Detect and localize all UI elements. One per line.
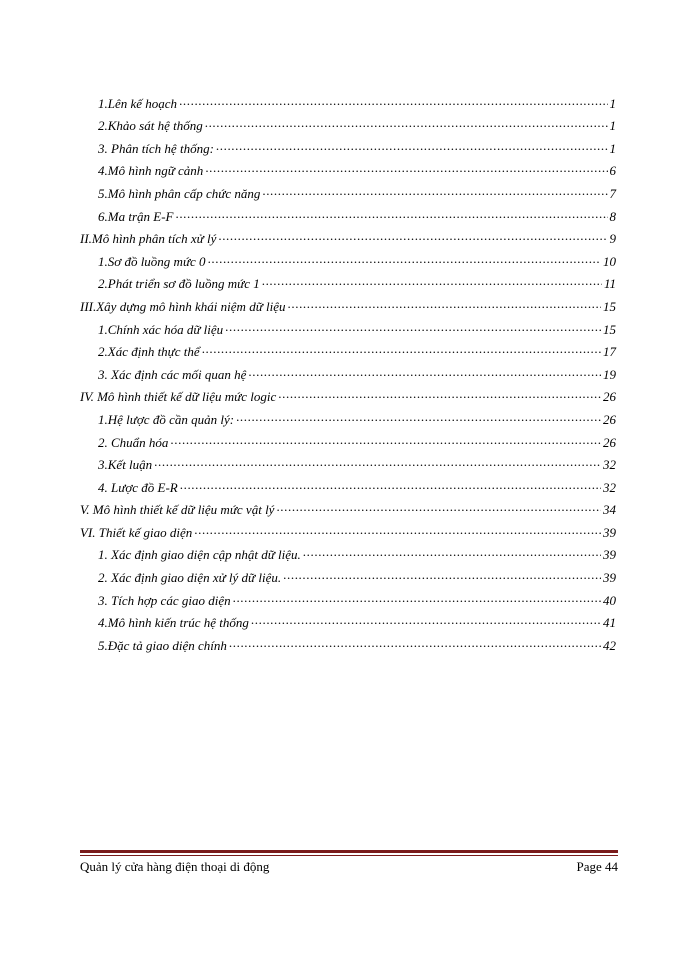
toc-entry[interactable] <box>80 540 616 563</box>
toc-dot-leader <box>229 635 601 650</box>
toc-entry-title: 6.Ma trận E-F <box>98 208 174 224</box>
toc-entry-title: 4.Mô hình kiến trúc hệ thống <box>98 615 249 631</box>
toc-entry-title: VI. Thiết kế giao diện <box>80 524 193 540</box>
toc-entry[interactable] <box>80 269 616 292</box>
toc-entry-page: 10 <box>603 253 616 269</box>
toc-entry-page: 39 <box>603 547 616 563</box>
toc-dot-leader <box>278 386 601 401</box>
toc-entry-page: 19 <box>603 366 616 382</box>
footer-rule-thin <box>80 855 618 856</box>
toc-entry[interactable] <box>80 427 616 450</box>
footer-page-number: Page 44 <box>576 859 618 874</box>
toc-dot-leader <box>179 93 607 108</box>
toc-entry-title: 3.Kết luận <box>98 457 153 473</box>
toc-entry-page: 26 <box>603 411 616 427</box>
toc-entry-title: 2. Xác định giao diện xử lý dữ liệu. <box>98 570 282 586</box>
toc-entry[interactable] <box>80 291 616 314</box>
toc-entry-title: 5.Mô hình phân cấp chức năng <box>98 185 261 201</box>
toc-entry-page: 1 <box>609 118 616 134</box>
toc-dot-leader <box>205 115 608 130</box>
toc-entry-title: 5.Đặc tả giao diện chính <box>98 637 227 653</box>
toc-entry[interactable] <box>80 630 616 653</box>
toc-entry[interactable] <box>80 88 616 111</box>
toc-entry-title: 3. Xác định các mối quan hệ <box>98 366 247 382</box>
toc-entry-title: 1.Hệ lược đồ cần quản lý: <box>98 411 235 427</box>
toc-entry-page: 32 <box>603 479 616 495</box>
toc-dot-leader <box>262 183 607 198</box>
toc-entry-page: 6 <box>609 163 616 179</box>
toc-entry-title: 1. Xác định giao diện cập nhật dữ liệu. <box>98 547 301 563</box>
toc-entry-title: 2. Chuẩn hóa <box>98 434 169 450</box>
toc-entry-page: 15 <box>603 321 616 337</box>
toc-entry-page: 9 <box>609 231 616 247</box>
toc-entry[interactable] <box>80 156 616 179</box>
toc-entry[interactable] <box>80 562 616 585</box>
toc-entry-page: 1 <box>609 95 616 111</box>
toc-entry-title: 4.Mô hình ngữ cảnh <box>98 163 204 179</box>
toc-entry-title: 1.Sơ đồ luồng mức 0 <box>98 253 206 269</box>
footer-rule-thick <box>80 850 618 853</box>
toc-entry[interactable] <box>80 246 616 269</box>
toc-entry-page: 26 <box>603 434 616 450</box>
toc-dot-leader <box>154 454 601 469</box>
toc-entry[interactable] <box>80 359 616 382</box>
toc-entry-page: 32 <box>603 457 616 473</box>
toc-dot-leader <box>218 228 607 243</box>
toc-entry[interactable] <box>80 450 616 473</box>
toc-dot-leader <box>225 319 601 334</box>
toc-dot-leader <box>205 160 607 175</box>
toc-entry-page: 40 <box>603 592 616 608</box>
toc-entry-title: 2.Khảo sát hệ thống <box>98 118 203 134</box>
toc-entry[interactable] <box>80 404 616 427</box>
toc-entry-page: 1 <box>609 140 616 156</box>
toc-dot-leader <box>303 544 601 559</box>
toc-entry[interactable] <box>80 472 616 495</box>
page-footer <box>80 859 618 875</box>
toc-dot-leader <box>251 612 601 627</box>
toc-dot-leader <box>202 341 601 356</box>
toc-entry-page: 34 <box>603 502 616 518</box>
toc-entry[interactable] <box>80 517 616 540</box>
toc-entry-title: 1.Lên kế hoạch <box>98 95 178 111</box>
toc-entry-title: 3. Tích hợp các giao diện <box>98 592 231 608</box>
toc-dot-leader <box>288 296 601 311</box>
toc-dot-leader <box>248 364 601 379</box>
toc-dot-leader <box>194 522 601 537</box>
toc-dot-leader <box>233 590 601 605</box>
toc-entry[interactable] <box>80 382 616 405</box>
toc-entry-title: V. Mô hình thiết kế dữ liệu mức vật lý <box>80 502 275 518</box>
toc-entry-title: 2.Phát triển sơ đồ luồng mức 1 <box>98 276 260 292</box>
toc-entry[interactable] <box>80 178 616 201</box>
toc-entry[interactable] <box>80 585 616 608</box>
toc-entry-title: IV. Mô hình thiết kế dữ liệu mức logic <box>80 389 277 405</box>
toc-dot-leader <box>175 206 607 221</box>
toc-entry[interactable] <box>80 337 616 360</box>
toc-dot-leader <box>208 251 601 266</box>
toc-dot-leader <box>262 273 602 288</box>
toc-dot-leader <box>170 432 601 447</box>
toc-entry-page: 42 <box>603 637 616 653</box>
table-of-contents <box>80 88 616 653</box>
toc-entry-page: 39 <box>603 570 616 586</box>
footer-title: Quản lý cửa hàng điện thoại di động <box>80 859 270 874</box>
toc-dot-leader <box>276 499 601 514</box>
toc-entry[interactable] <box>80 314 616 337</box>
toc-entry-page: 7 <box>609 185 616 201</box>
toc-dot-leader <box>180 477 601 492</box>
toc-entry[interactable] <box>80 201 616 224</box>
toc-entry[interactable] <box>80 608 616 631</box>
toc-entry-page: 41 <box>603 615 616 631</box>
toc-entry-title: II.Mô hình phân tích xử lý <box>80 231 217 247</box>
toc-entry-title: 4. Lược đồ E-R <box>98 479 178 495</box>
toc-entry-title: 2.Xác định thực thể <box>98 344 200 360</box>
toc-entry[interactable] <box>80 133 616 156</box>
toc-entry-title: 1.Chính xác hóa dữ liệu <box>98 321 224 337</box>
toc-entry-title: III.Xây dựng mô hình khái niệm dữ liệu <box>80 298 286 314</box>
toc-dot-leader <box>283 567 601 582</box>
toc-dot-leader <box>236 409 601 424</box>
toc-entry-page: 11 <box>603 276 616 292</box>
toc-entry[interactable] <box>80 495 616 518</box>
toc-entry-page: 26 <box>603 389 616 405</box>
toc-dot-leader <box>216 138 608 153</box>
toc-entry-page: 39 <box>603 524 616 540</box>
toc-entry-page: 8 <box>609 208 616 224</box>
toc-entry-page: 17 <box>603 344 616 360</box>
toc-entry[interactable] <box>80 111 616 134</box>
toc-entry-title: 3. Phân tích hệ thống: <box>98 140 214 156</box>
toc-entry[interactable] <box>80 224 616 247</box>
toc-entry-page: 15 <box>603 298 616 314</box>
